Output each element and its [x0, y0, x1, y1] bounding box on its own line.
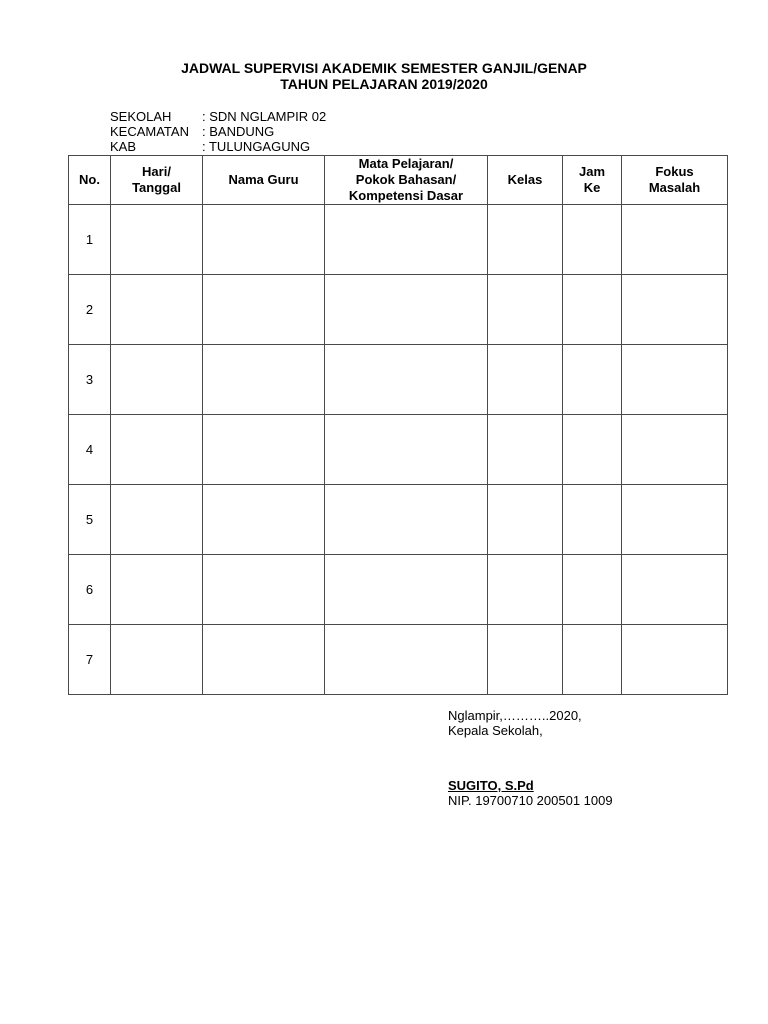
header-fokus-masalah: Fokus Masalah [622, 156, 728, 205]
cell-jam-ke[interactable] [563, 485, 622, 555]
row-number: 1 [69, 205, 111, 275]
cell-fokus-masalah[interactable] [622, 205, 728, 275]
info-value: : TULUNGAGUNG [202, 139, 311, 154]
table-row [69, 415, 728, 485]
info-value: : BANDUNG [202, 124, 275, 139]
school-info [110, 109, 326, 154]
table-row [69, 625, 728, 695]
row-number: 7 [69, 625, 111, 695]
cell-mata-pelajaran[interactable] [325, 345, 488, 415]
cell-hari-tanggal[interactable] [111, 555, 203, 625]
table-row [69, 555, 728, 625]
row-number: 2 [69, 275, 111, 345]
header-kelas: Kelas [488, 156, 563, 205]
cell-kelas[interactable] [488, 345, 563, 415]
schedule-table [68, 155, 728, 695]
cell-mata-pelajaran[interactable] [325, 415, 488, 485]
cell-jam-ke[interactable] [563, 345, 622, 415]
cell-fokus-masalah[interactable] [622, 485, 728, 555]
cell-mata-pelajaran[interactable] [325, 555, 488, 625]
title-line-2: TAHUN PELAJARAN 2019/2020 [280, 76, 488, 92]
cell-jam-ke[interactable] [563, 275, 622, 345]
info-row-sekolah [110, 109, 326, 124]
table-header-row [69, 156, 728, 205]
header-mata-pelajaran: Mata Pelajaran/ Pokok Bahasan/ Kompetensi Dasar [325, 156, 488, 205]
cell-nama-guru[interactable] [203, 415, 325, 485]
cell-jam-ke[interactable] [563, 205, 622, 275]
cell-hari-tanggal[interactable] [111, 275, 203, 345]
signer-nip: NIP. 19700710 200501 1009 [448, 793, 613, 808]
cell-kelas[interactable] [488, 625, 563, 695]
info-row-kecamatan [110, 124, 326, 139]
cell-nama-guru[interactable] [203, 555, 325, 625]
header-no: No. [69, 156, 111, 205]
info-label: KECAMATAN [110, 124, 189, 139]
signer-name: SUGITO, S.Pd [448, 778, 534, 793]
cell-kelas[interactable] [488, 485, 563, 555]
cell-mata-pelajaran[interactable] [325, 275, 488, 345]
cell-hari-tanggal[interactable] [111, 485, 203, 555]
table-row [69, 205, 728, 275]
cell-kelas[interactable] [488, 415, 563, 485]
row-number: 5 [69, 485, 111, 555]
table-row [69, 275, 728, 345]
header-hari-tanggal: Hari/ Tanggal [111, 156, 203, 205]
cell-hari-tanggal[interactable] [111, 625, 203, 695]
cell-fokus-masalah[interactable] [622, 275, 728, 345]
cell-kelas[interactable] [488, 275, 563, 345]
cell-fokus-masalah[interactable] [622, 625, 728, 695]
cell-nama-guru[interactable] [203, 485, 325, 555]
header-jam-ke: Jam Ke [563, 156, 622, 205]
cell-jam-ke[interactable] [563, 415, 622, 485]
signer-role: Kepala Sekolah, [448, 723, 543, 738]
row-number: 4 [69, 415, 111, 485]
info-label: SEKOLAH [110, 109, 172, 124]
info-label: KAB [110, 139, 137, 154]
row-number: 3 [69, 345, 111, 415]
cell-fokus-masalah[interactable] [622, 415, 728, 485]
cell-hari-tanggal[interactable] [111, 415, 203, 485]
cell-jam-ke[interactable] [563, 625, 622, 695]
row-number: 6 [69, 555, 111, 625]
cell-mata-pelajaran[interactable] [325, 205, 488, 275]
signature-block [448, 708, 613, 808]
cell-nama-guru[interactable] [203, 205, 325, 275]
document-title [0, 60, 768, 92]
cell-kelas[interactable] [488, 555, 563, 625]
info-row-kab [110, 139, 326, 154]
place-date: Nglampir,………..2020, [448, 708, 582, 723]
cell-kelas[interactable] [488, 205, 563, 275]
cell-hari-tanggal[interactable] [111, 205, 203, 275]
title-line-1: JADWAL SUPERVISI AKADEMIK SEMESTER GANJIL/GENAP [181, 60, 587, 76]
cell-mata-pelajaran[interactable] [325, 485, 488, 555]
table-row [69, 485, 728, 555]
cell-fokus-masalah[interactable] [622, 345, 728, 415]
cell-jam-ke[interactable] [563, 555, 622, 625]
cell-nama-guru[interactable] [203, 275, 325, 345]
cell-nama-guru[interactable] [203, 345, 325, 415]
cell-mata-pelajaran[interactable] [325, 625, 488, 695]
header-nama-guru: Nama Guru [203, 156, 325, 205]
table-row [69, 345, 728, 415]
info-value: : SDN NGLAMPIR 02 [202, 109, 327, 124]
cell-nama-guru[interactable] [203, 625, 325, 695]
cell-fokus-masalah[interactable] [622, 555, 728, 625]
cell-hari-tanggal[interactable] [111, 345, 203, 415]
